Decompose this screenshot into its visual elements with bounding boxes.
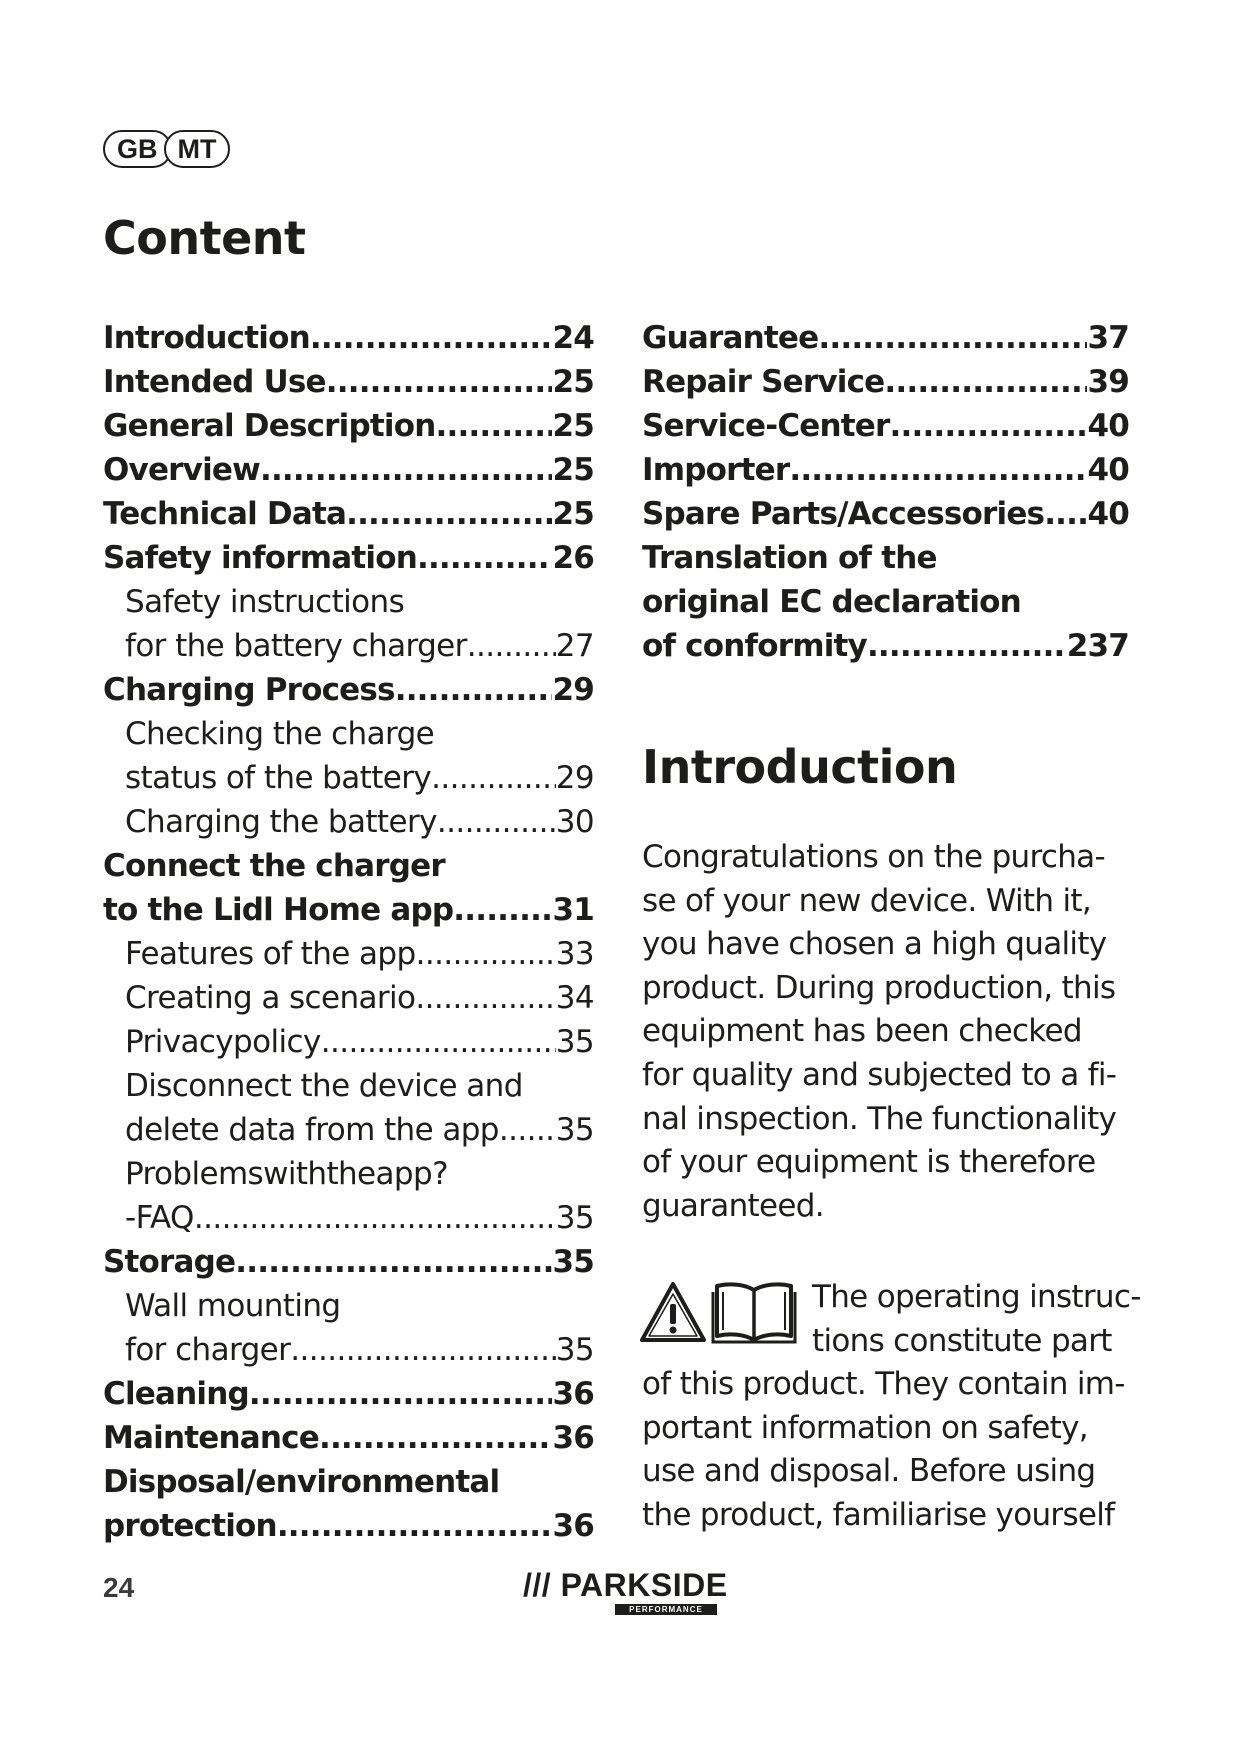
toc-entry-title: for charger [125,1332,291,1368]
paragraph-line: use and disposal. Before using [642,1453,1096,1490]
toc-dot-leader [415,976,555,1020]
paragraph-line: se of your new device. With it, [642,882,1091,919]
toc-entry-title: Intended Use [103,364,326,400]
paragraph-line: for quality and subjected to a fi- [642,1056,1117,1093]
toc-dot-leader [395,668,553,712]
toc-entry-title: Creating a scenario [125,980,416,1016]
toc-entry-title: protection [103,1508,277,1544]
toc-entry [103,404,594,448]
toc-entry [103,360,594,404]
toc-entry-page: 24 [552,320,594,356]
toc-dot-leader [417,536,552,580]
toc-dot-leader [867,624,1067,668]
toc-left-column [103,316,594,1548]
toc-entry-page: 25 [552,364,594,400]
toc-entry [642,404,1129,448]
toc-entry-title: Importer [642,452,790,488]
toc-entry [103,1240,594,1284]
toc-dot-leader [346,492,552,536]
toc-entry-title: Spare Parts/Accessories [642,496,1045,532]
toc-entry [103,448,594,492]
language-badge-gb: GB [103,130,172,168]
toc-entry-page: 40 [1087,408,1129,444]
introduction-paragraph [642,836,1142,1228]
toc-dot-leader [194,1196,556,1240]
operating-instructions-paragraph [642,1276,1142,1538]
paragraph-line: nal inspection. The functionality [642,1100,1117,1137]
toc-entry-page: 237 [1066,628,1129,664]
toc-entry [103,1372,594,1416]
toc-entry [103,1460,594,1504]
paragraph-line: you have chosen a high quality [642,926,1107,963]
toc-entry [642,580,1129,624]
toc-entry [103,1504,594,1548]
toc-entry-title: Service-Center [642,408,890,444]
toc-entry-title: Privacypolicy [125,1024,321,1060]
page-number: 24 [103,1572,135,1603]
toc-entry-page: 29 [555,760,594,796]
toc-entry [103,844,594,888]
toc-entry-title: Translation of the [642,540,937,576]
toc-entry [103,1328,594,1372]
toc-dot-leader [467,624,556,668]
toc-entry [103,888,594,932]
toc-entry [103,536,594,580]
toc-dot-leader [235,1240,552,1284]
paragraph-line: The operating instruc- [812,1279,1141,1315]
toc-dot-leader [260,448,552,492]
toc-entry [103,756,594,800]
toc-dot-leader [290,1328,555,1372]
toc-dot-leader [326,360,553,404]
toc-entry-page: 35 [555,1112,594,1148]
toc-entry [103,1196,594,1240]
toc-dot-leader [499,1108,556,1152]
toc-dot-leader [310,316,553,360]
toc-entry [103,1020,594,1064]
toc-entry-page: 25 [552,452,594,488]
paragraph-line: of this product. They contain im- [642,1366,1125,1403]
toc-entry [103,976,594,1020]
toc-entry-title: Safety instructions [125,584,405,620]
paragraph-line: Congratulations on the purcha- [642,839,1105,875]
toc-entry-title: delete data from the app [125,1112,499,1148]
toc-entry [103,1416,594,1460]
toc-entry-title: General Description [103,408,436,444]
toc-entry-title: to the Lidl Home app [103,892,454,928]
paragraph-line: of your equipment is therefore [642,1144,1096,1181]
toc-entry [103,492,594,536]
logo-subtext: PERFORMANCE [615,1604,717,1615]
toc-entry [103,624,594,668]
toc-entry [103,1108,594,1152]
parkside-logo [523,1566,728,1615]
toc-entry-page: 30 [555,804,594,840]
toc-dot-leader [437,800,556,844]
paragraph-line: tions constitute part [812,1322,1112,1359]
toc-entry-title: -FAQ [125,1200,194,1236]
toc-entry-title: Safety information [103,540,417,576]
toc-entry-page: 35 [555,1024,594,1060]
toc-dot-leader [431,756,556,800]
toc-dot-leader [884,360,1087,404]
toc-entry [642,624,1129,668]
toc-entry-page: 40 [1087,496,1129,532]
toc-entry-page: 27 [555,628,594,664]
content-title: Content [103,211,306,265]
toc-dot-leader [890,404,1088,448]
toc-entry-title: Problemswiththeapp? [125,1156,448,1192]
paragraph-line: the product, familiarise yourself [642,1496,1115,1533]
toc-entry-title: Technical Data [103,496,347,532]
toc-entry-page: 31 [552,892,594,928]
language-badges [103,130,230,168]
toc-entry-title: Storage [103,1244,236,1280]
toc-entry-title: for the battery charger [125,628,467,664]
toc-entry-title: original EC declaration [642,584,1021,620]
logo-text: /// PARKSIDE [523,1567,728,1603]
toc-entry-page: 35 [555,1332,594,1368]
toc-entry-page: 35 [555,1200,594,1236]
toc-entry [103,1152,594,1196]
toc-entry-title: Cleaning [103,1376,249,1412]
toc-entry-title: Charging Process [103,672,395,708]
toc-entry [103,1284,594,1328]
toc-entry-page: 34 [555,980,594,1016]
paragraph-line: guaranteed. [642,1187,824,1224]
toc-entry-title: Overview [103,452,260,488]
toc-entry [642,492,1129,536]
toc-dot-leader [416,932,556,976]
paragraph-line: portant information on safety, [642,1409,1088,1446]
toc-entry-page: 36 [552,1420,594,1456]
toc-entry-title: Disposal/environmental [103,1464,500,1500]
toc-dot-leader [277,1504,553,1548]
toc-entry-page: 40 [1087,452,1129,488]
toc-dot-leader [319,1416,552,1460]
toc-entry [103,800,594,844]
toc-entry-title: Repair Service [642,364,885,400]
toc-dot-leader [321,1020,556,1064]
toc-dot-leader [453,888,552,932]
toc-dot-leader [249,1372,553,1416]
toc-entry-title: Guarantee [642,320,819,356]
toc-entry-page: 36 [552,1508,594,1544]
toc-entry-title: Charging the battery [125,804,437,840]
toc-entry-title: Maintenance [103,1420,319,1456]
toc-dot-leader [818,316,1087,360]
toc-dot-leader [1044,492,1087,536]
toc-entry [642,448,1129,492]
toc-entry-page: 33 [555,936,594,972]
language-badge-mt: MT [164,130,231,168]
toc-dot-leader [436,404,553,448]
toc-entry-page: 26 [552,540,594,576]
toc-entry-title: of conformity [642,628,867,664]
toc-entry-page: 39 [1087,364,1129,400]
toc-entry [642,536,1129,580]
toc-dot-leader [789,448,1087,492]
toc-entry [103,1064,594,1108]
toc-entry-title: Disconnect the device and [125,1068,523,1104]
toc-entry-page: 37 [1087,320,1129,356]
toc-entry [103,932,594,976]
toc-right-column [642,316,1129,668]
toc-entry [103,580,594,624]
toc-entry [103,668,594,712]
toc-entry-title: Introduction [103,320,310,356]
toc-entry-title: Wall mounting [125,1288,341,1324]
toc-entry [642,316,1129,360]
toc-entry-title: Features of the app [125,936,416,972]
toc-entry-title: Checking the charge [125,716,435,752]
toc-entry-page: 29 [552,672,594,708]
toc-entry-title: Connect the charger [103,848,445,884]
toc-entry-page: 25 [552,496,594,532]
introduction-heading: Introduction [642,740,958,794]
toc-entry [103,712,594,756]
toc-entry-title: status of the battery [125,760,432,796]
toc-entry [103,316,594,360]
toc-entry-page: 35 [552,1244,594,1280]
toc-entry-page: 25 [552,408,594,444]
toc-entry-page: 36 [552,1376,594,1412]
paragraph-line: product. During production, this [642,969,1116,1006]
paragraph-line: equipment has been checked [642,1013,1082,1050]
toc-entry [642,360,1129,404]
